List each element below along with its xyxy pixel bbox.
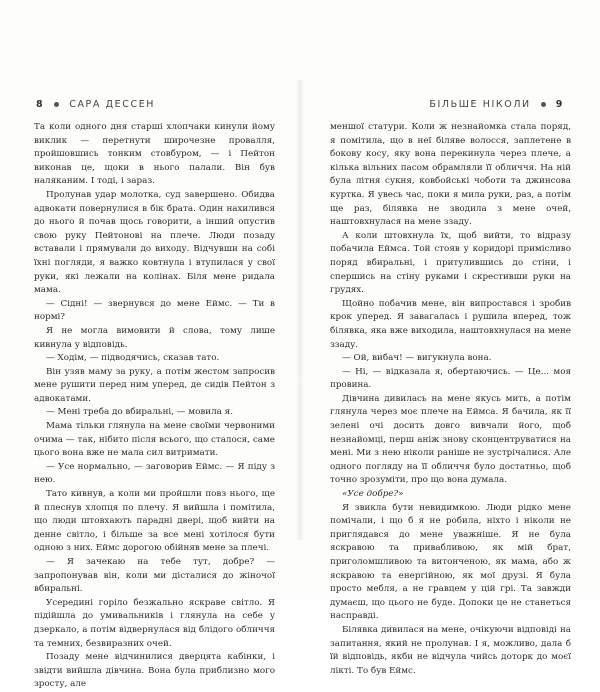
bullet-icon [541,102,546,107]
right-page [300,0,600,676]
paragraph: меншої статури. Коли ж незнайомка стала поряд, я помітила, що в неї біляве волосся, заплетене в бокову косу, яку вона перекинула через плече, а кілька вільних пасом обрамляли її обличчя. На ній була літня сукня, ковбойські чоботи та джинсова куртка. Я увесь час, поки я мила руки, раз, а потім ще раз, білявка не зводила з мене очей, наштовхнулася на мене ззаду. [330,122,571,228]
italic-line: «Усе добре?» [342,489,404,500]
paragraph: Тато кивнув, а коли ми пройшли повз нього, ще й плеснув хлопця по плечу. Я вийшла і помітила, що люди штовхають парадні двері, щоб вийти на денне світло, і більше за все мені хотілося бути одною з них. Еймс дорогою обійняв мене за плечі. [34,489,275,554]
paragraph: Пролунав удар молотка, суд завершено. Обидва адвокати повернулися в бік брата. Один нахилився до нього й почав щось говорити, а інший опустив свою руку Пейтонові на плече. Люди позаду вставали і прямували до виходу. Відчувши на собі їхні погляди, я важко ковтнула і втупилася у свої руки, які лежали на колінах. Біля мене ридала мама. [34,189,275,296]
left-page-text [34,121,275,692]
author-name: САРА ДЕССЕН [69,98,156,110]
paragraph: — Усе нормально, — заговорив Еймс. — Я піду з нею. [34,461,275,486]
paragraph: Він узяв маму за руку, а потім жестом запросив мене рушити перед ним уперед, де сидів Пейтон з адвокатами. [34,366,275,404]
paragraph: Усередині горіло безжально яскраве світло. Я підійшла до умивальників і глянула на себе у дзеркало, а потім відвернулася від блідого обличчя та темних, безвиразних очей. [34,597,275,649]
bullet-icon [54,102,59,107]
paragraph: Та коли одного дня старші хлопчаки кинули йому виклик — перетнути широчезне провалля, пройшовшись тонким стовбуром, — і Пейтон виконав це, щоки в нього палали. Він був наляканим. І тоді, і зараз. [34,122,275,187]
paragraph: — Сідні! — звернувся до мене Еймс. — Ти в нормі? [34,298,275,323]
paragraph: Я звикла бути невидимкою. Люди рідко мене помічали, і що б я не робила, ніхто і ніколи не приглядався до мене уважніше. Я не була яскравою та привабливою, як мій брат, приголомшливою та витонченою, як мама, або ж яскравою та енергійною, як мої друзі. Я була просто мебля, а не гравцем у цій грі. Та завжди думаєш, що цього не буде. Допоки це не станеться насправді. [330,502,571,622]
page-number: 8 [36,98,45,110]
paragraph [330,488,571,502]
right-running-head [429,97,564,111]
paragraph: Білявка дивилася на мене, очікуючи відповіді на запитання, який не пролунав. І я, можливо, дала б їй відповідь, якби не відчула чийсь доторк до моєї лікті. То був Еймс. [330,624,571,676]
right-page-text [330,121,571,678]
paragraph: — Ой, вибач! — вигукнула вона. [342,353,492,364]
page-number: 9 [555,98,564,110]
paragraph: Дівчина дивилась на мене якусь мить, а потім глянула через моє плече на Еймса. Я бачила, як її зелені очі досить довго вивчали його, щоб незнайомці, перш аніж знову сконцентруватися на мені. Ми з нею ніколи раніше не зустрічалися. Але одного погляду на її обличчя було достатньо, щоб точно зрозуміти, про що вона думала. [330,393,571,486]
paragraph: — Я зачекаю на тебе тут, добре? — запропонував він, коли ми дісталися до жіночої вбиральні. [34,557,275,595]
paragraph: Я не могла вимовити й слова, тому лише кивнула у відповідь. [34,325,275,350]
left-page [0,0,300,690]
paragraph: Позаду мене відчинилися дверцята кабінки, і звідти вийшла дівчина. Вона була приблизно мого зросту, але [34,652,275,690]
paragraph: — Ходім, — підводячись, сказав тато. [46,353,220,364]
paragraph: Мама тільки глянула на мене своїми червоними очима — так, нібито після всього, що сталося, саме цього вона вже не мала сил витримати. [34,421,275,459]
paragraph: — Ні, — відказала я, обертаючись. — Це... моя провина. [330,366,571,391]
paragraph: — Мені треба до вбиральні, — мовила я. [46,407,233,418]
paragraph: А коли штовхнула їх, щоб вийти, то відразу побачила Еймса. Той стояв у коридорі примісливо поряд вбиральні, і притулившись до стіни, і спершись на стіну руками і скрестивши руки на грудях. [330,230,571,296]
book-title: БІЛЬШЕ НІКОЛИ [429,98,531,110]
paragraph: Щойно побачив мене, він випростався і зробив крок уперед. Я завагалась і рушила вперед, тож білявка, яка вже виходила, наштовхнулася на мене ззаду. [330,298,571,350]
left-running-head [36,97,155,111]
